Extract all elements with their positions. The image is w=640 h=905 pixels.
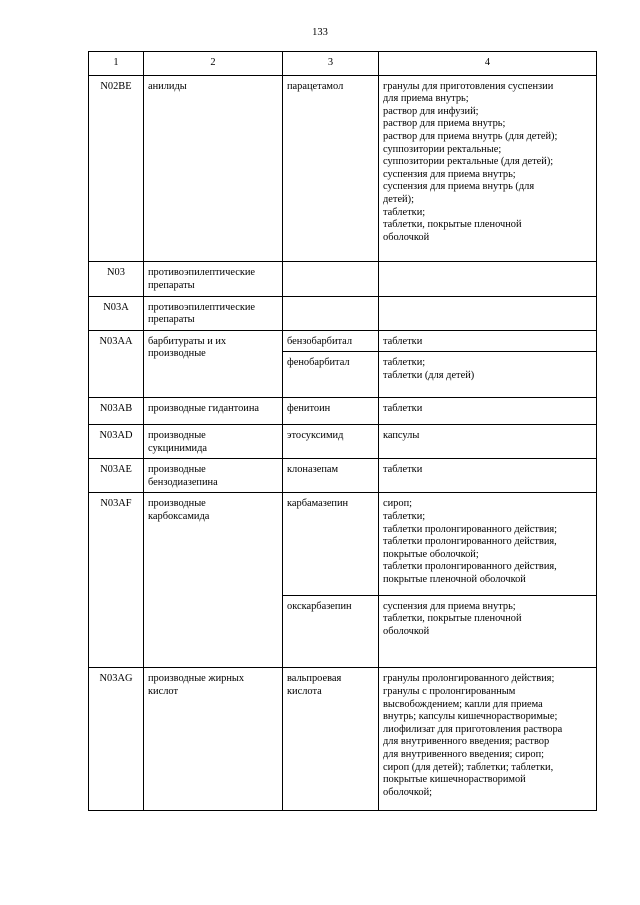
dosage-forms-line: раствор для приема внутрь (для детей); xyxy=(383,130,558,142)
dosage-forms-line: суспензия для приема внутрь; xyxy=(383,600,516,612)
atc-code: N03 xyxy=(89,262,144,296)
dosage-forms-line: таблетки; xyxy=(383,357,426,369)
pharm-group-line: производные xyxy=(148,430,206,442)
pharm-group-line: сукцинимида xyxy=(148,442,207,454)
drug-name xyxy=(283,668,379,811)
table-row xyxy=(89,493,597,595)
header-cell-1: 1 xyxy=(89,52,144,76)
table-row xyxy=(89,668,597,811)
pharm-group-line: производные гидантоина xyxy=(148,403,259,415)
dosage-forms-line: оболочкой; xyxy=(383,786,433,798)
dosage-forms-line: таблетки xyxy=(383,464,423,476)
table-row xyxy=(89,262,597,296)
drug-name-line: карбамазепин xyxy=(287,498,349,510)
dosage-forms-line: таблетки пролонгированного действия, xyxy=(383,536,557,548)
drug-name xyxy=(283,352,379,398)
pharm-group-line: противоэпилептические xyxy=(148,301,256,313)
dosage-forms-line: покрытые оболочкой; xyxy=(383,548,479,560)
atc-code: N03A xyxy=(89,296,144,330)
dosage-forms-line: суппозитории ректальные; xyxy=(383,143,502,155)
dosage-forms-line: для приема внутрь; xyxy=(383,93,469,105)
table-row xyxy=(89,75,597,262)
pharm-group-line: противоэпилептические xyxy=(148,267,256,279)
drug-name-line: бензобарбитал xyxy=(287,335,353,347)
table-body xyxy=(89,52,597,811)
dosage-forms-line: покрытые кишечнорастворимой xyxy=(383,774,526,786)
dosage-forms xyxy=(379,398,597,425)
drug-name xyxy=(283,296,379,330)
drug-name-line: фенитоин xyxy=(287,403,331,415)
dosage-forms xyxy=(379,352,597,398)
dosage-forms xyxy=(379,459,597,493)
header-cell-4: 4 xyxy=(379,52,597,76)
pharm-group-line: производные жирных xyxy=(148,673,245,685)
pharm-group xyxy=(144,296,283,330)
pharm-group-line: производные xyxy=(148,348,206,360)
dosage-forms-line: оболочкой xyxy=(383,231,430,243)
dosage-forms-line: сироп (для детей); таблетки; таблетки, xyxy=(383,761,554,773)
dosage-forms-line: капсулы xyxy=(383,430,420,442)
table-row xyxy=(89,459,597,493)
dosage-forms-line: раствор для приема внутрь; xyxy=(383,118,506,130)
dosage-forms-line: таблетки; xyxy=(383,511,426,523)
atc-code: N03AE xyxy=(89,459,144,493)
dosage-forms-line: гранулы пролонгированного действия; xyxy=(383,673,555,685)
drug-name xyxy=(283,425,379,459)
dosage-forms xyxy=(379,296,597,330)
table-row xyxy=(89,398,597,425)
dosage-forms xyxy=(379,425,597,459)
pharm-group-line: анилиды xyxy=(148,80,187,92)
atc-code: N03AB xyxy=(89,398,144,425)
table-row xyxy=(89,296,597,330)
drug-name xyxy=(283,595,379,668)
dosage-forms xyxy=(379,595,597,668)
dosage-forms-line: для внутривенного введения; раствор xyxy=(383,736,550,748)
drug-name-line: окскарбазепин xyxy=(287,600,352,612)
header-cell-2: 2 xyxy=(144,52,283,76)
dosage-forms-line: внутрь; капсулы кишечнорастворимые; xyxy=(383,711,558,723)
dosage-forms-line: таблетки пролонгированного действия; xyxy=(383,523,558,535)
dosage-forms xyxy=(379,668,597,811)
pharm-group-line: кислот xyxy=(148,685,179,697)
dosage-forms-line: таблетки, покрытые пленочной xyxy=(383,613,522,625)
medication-table xyxy=(88,51,597,811)
atc-code: N03AF xyxy=(89,493,144,668)
pharm-group-line: барбитураты и их xyxy=(148,335,227,347)
dosage-forms-line: таблетки xyxy=(383,335,423,347)
drug-name-line: вальпроевая xyxy=(287,673,342,685)
dosage-forms-line: таблетки; xyxy=(383,206,426,218)
table-row xyxy=(89,330,597,352)
pharm-group-line: бензодиазепина xyxy=(148,476,218,488)
drug-name-line: этосуксимид xyxy=(287,430,344,442)
dosage-forms-line: для внутривенного введения; сироп; xyxy=(383,748,545,760)
pharm-group-line: препараты xyxy=(148,279,195,291)
pharm-group-line: производные xyxy=(148,464,206,476)
pharm-group xyxy=(144,493,283,668)
dosage-forms-line: оболочкой xyxy=(383,625,430,637)
header-cell-3: 3 xyxy=(283,52,379,76)
drug-name xyxy=(283,262,379,296)
dosage-forms-line: высвобождением; капли для приема xyxy=(383,698,543,710)
dosage-forms-line: суппозитории ректальные (для детей); xyxy=(383,156,554,168)
drug-name xyxy=(283,75,379,262)
pharm-group xyxy=(144,425,283,459)
dosage-forms-line: гранулы для приготовления суспензии xyxy=(383,80,554,92)
dosage-forms-line: покрытые пленочной оболочкой xyxy=(383,574,526,585)
drug-name-line: фенобарбитал xyxy=(287,357,350,369)
pharm-group xyxy=(144,398,283,425)
dosage-forms-line: лиофилизат для приготовления раствора xyxy=(383,723,563,735)
page-number: 133 xyxy=(312,27,328,38)
drug-name-line: парацетамол xyxy=(287,80,344,92)
pharm-group xyxy=(144,75,283,262)
pharm-group xyxy=(144,459,283,493)
atc-code: N03AD xyxy=(89,425,144,459)
dosage-forms-line: суспензия для приема внутрь; xyxy=(383,168,516,180)
pharm-group xyxy=(144,330,283,398)
dosage-forms-line: таблетки, покрытые пленочной xyxy=(383,219,522,231)
drug-name xyxy=(283,398,379,425)
pharm-group-line: производные xyxy=(148,498,206,510)
dosage-forms-line: детей); xyxy=(383,193,414,205)
pharm-group-line: карбоксамида xyxy=(148,511,210,523)
atc-code: N03AG xyxy=(89,668,144,811)
drug-name-line: кислота xyxy=(287,685,322,697)
dosage-forms xyxy=(379,493,597,595)
pharm-group-line: препараты xyxy=(148,314,195,326)
drug-name xyxy=(283,459,379,493)
pharm-group xyxy=(144,262,283,296)
drug-name xyxy=(283,493,379,595)
dosage-forms xyxy=(379,330,597,352)
drug-name-line: клоназепам xyxy=(287,464,339,476)
drug-name xyxy=(283,330,379,352)
dosage-forms-line: суспензия для приема внутрь (для xyxy=(383,181,535,193)
dosage-forms-line: гранулы с пролонгированным xyxy=(383,685,516,697)
table-row xyxy=(89,425,597,459)
dosage-forms xyxy=(379,262,597,296)
dosage-forms-line: раствор для инфузий; xyxy=(383,105,479,117)
dosage-forms-line: таблетки xyxy=(383,403,423,415)
dosage-forms-line: сироп; xyxy=(383,498,413,510)
dosage-forms-line: таблетки (для детей) xyxy=(383,369,475,381)
pharm-group xyxy=(144,668,283,811)
table-header-row xyxy=(89,52,597,76)
atc-code: N03AA xyxy=(89,330,144,398)
dosage-forms xyxy=(379,75,597,262)
dosage-forms-line: таблетки пролонгированного действия, xyxy=(383,561,557,573)
atc-code: N02BE xyxy=(89,75,144,262)
